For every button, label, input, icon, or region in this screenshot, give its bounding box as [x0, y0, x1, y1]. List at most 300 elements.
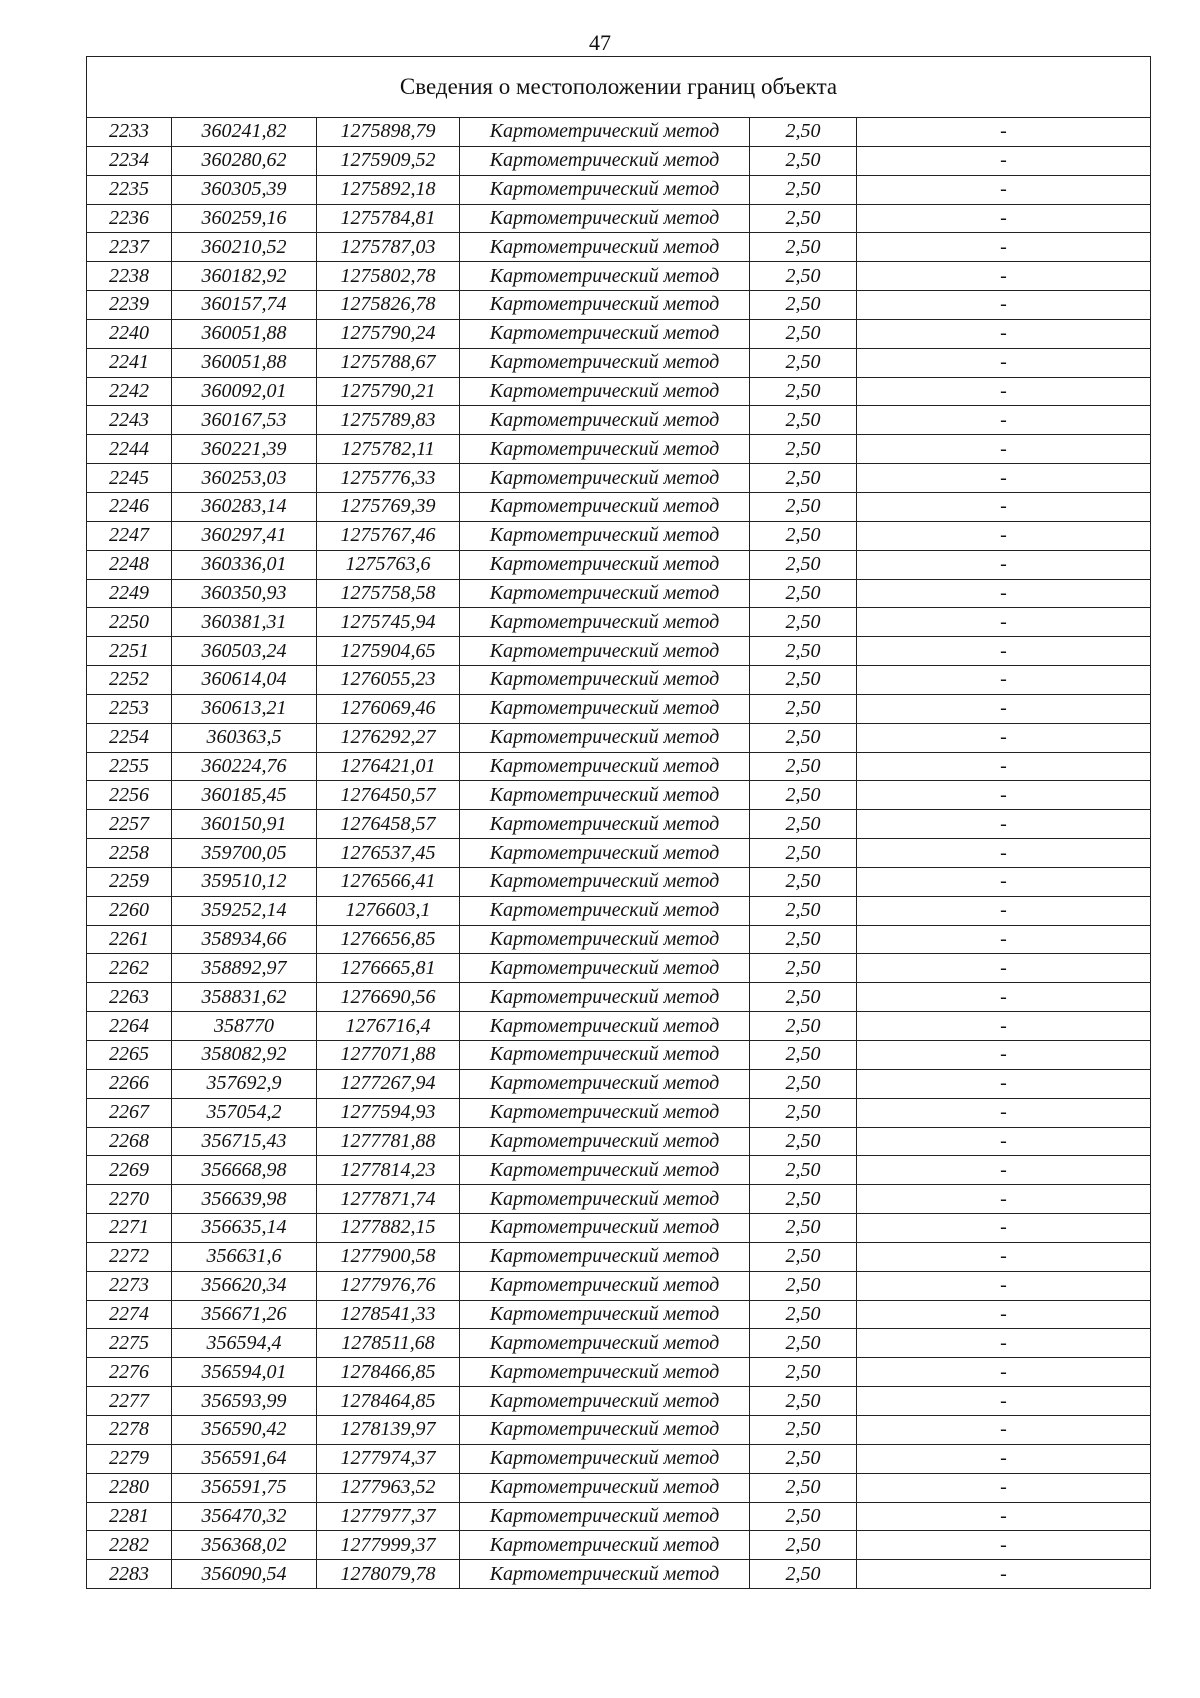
x-coordinate-cell: 360280,62	[172, 146, 317, 175]
point-number-cell: 2272	[87, 1242, 172, 1271]
point-number-cell: 2271	[87, 1214, 172, 1243]
x-coordinate-cell: 356639,98	[172, 1185, 317, 1214]
description-cell: -	[857, 262, 1151, 291]
table-row	[87, 1127, 1151, 1156]
method-cell: Картометрический метод	[460, 1069, 750, 1098]
x-coordinate-cell: 356620,34	[172, 1271, 317, 1300]
point-number-cell: 2274	[87, 1300, 172, 1329]
table-row	[87, 839, 1151, 868]
y-coordinate-cell: 1276656,85	[317, 925, 460, 954]
table-title-row	[87, 57, 1151, 118]
description-cell: -	[857, 1415, 1151, 1444]
point-number-cell: 2270	[87, 1185, 172, 1214]
accuracy-cell: 2,50	[750, 233, 857, 262]
y-coordinate-cell: 1276292,27	[317, 723, 460, 752]
y-coordinate-cell: 1277882,15	[317, 1214, 460, 1243]
point-number-cell: 2250	[87, 608, 172, 637]
y-coordinate-cell: 1275909,52	[317, 146, 460, 175]
accuracy-cell: 2,50	[750, 1560, 857, 1589]
point-number-cell: 2280	[87, 1473, 172, 1502]
accuracy-cell: 2,50	[750, 1012, 857, 1041]
y-coordinate-cell: 1276450,57	[317, 781, 460, 810]
method-cell: Картометрический метод	[460, 233, 750, 262]
x-coordinate-cell: 358770	[172, 1012, 317, 1041]
description-cell: -	[857, 1358, 1151, 1387]
table-row	[87, 118, 1151, 147]
y-coordinate-cell: 1275776,33	[317, 464, 460, 493]
table-row	[87, 666, 1151, 695]
method-cell: Картометрический метод	[460, 291, 750, 320]
x-coordinate-cell: 359510,12	[172, 867, 317, 896]
description-cell: -	[857, 1531, 1151, 1560]
x-coordinate-cell: 360283,14	[172, 492, 317, 521]
accuracy-cell: 2,50	[750, 666, 857, 695]
x-coordinate-cell: 360613,21	[172, 694, 317, 723]
x-coordinate-cell: 360363,5	[172, 723, 317, 752]
x-coordinate-cell: 356470,32	[172, 1502, 317, 1531]
accuracy-cell: 2,50	[750, 1098, 857, 1127]
x-coordinate-cell: 358082,92	[172, 1041, 317, 1070]
accuracy-cell: 2,50	[750, 348, 857, 377]
x-coordinate-cell: 356594,4	[172, 1329, 317, 1358]
method-cell: Картометрический метод	[460, 262, 750, 291]
table-row	[87, 723, 1151, 752]
table-row	[87, 521, 1151, 550]
x-coordinate-cell: 360297,41	[172, 521, 317, 550]
description-cell: -	[857, 1041, 1151, 1070]
description-cell: -	[857, 867, 1151, 896]
table-row	[87, 867, 1151, 896]
table-row	[87, 1300, 1151, 1329]
x-coordinate-cell: 356715,43	[172, 1127, 317, 1156]
point-number-cell: 2254	[87, 723, 172, 752]
accuracy-cell: 2,50	[750, 262, 857, 291]
y-coordinate-cell: 1275784,81	[317, 204, 460, 233]
accuracy-cell: 2,50	[750, 839, 857, 868]
description-cell: -	[857, 233, 1151, 262]
table-row	[87, 406, 1151, 435]
y-coordinate-cell: 1276537,45	[317, 839, 460, 868]
x-coordinate-cell: 360241,82	[172, 118, 317, 147]
x-coordinate-cell: 357054,2	[172, 1098, 317, 1127]
method-cell: Картометрический метод	[460, 579, 750, 608]
point-number-cell: 2233	[87, 118, 172, 147]
method-cell: Картометрический метод	[460, 118, 750, 147]
x-coordinate-cell: 360381,31	[172, 608, 317, 637]
table-row	[87, 146, 1151, 175]
table-row	[87, 752, 1151, 781]
table-row	[87, 1098, 1151, 1127]
method-cell: Картометрический метод	[460, 1300, 750, 1329]
table-row	[87, 608, 1151, 637]
table-row	[87, 579, 1151, 608]
point-number-cell: 2251	[87, 637, 172, 666]
description-cell: -	[857, 1069, 1151, 1098]
y-coordinate-cell: 1278079,78	[317, 1560, 460, 1589]
point-number-cell: 2237	[87, 233, 172, 262]
table-row	[87, 1069, 1151, 1098]
table-row	[87, 694, 1151, 723]
y-coordinate-cell: 1277963,52	[317, 1473, 460, 1502]
accuracy-cell: 2,50	[750, 896, 857, 925]
accuracy-cell: 2,50	[750, 1502, 857, 1531]
method-cell: Картометрический метод	[460, 521, 750, 550]
x-coordinate-cell: 360259,16	[172, 204, 317, 233]
x-coordinate-cell: 356590,42	[172, 1415, 317, 1444]
accuracy-cell: 2,50	[750, 492, 857, 521]
point-number-cell: 2239	[87, 291, 172, 320]
x-coordinate-cell: 360210,52	[172, 233, 317, 262]
accuracy-cell: 2,50	[750, 1271, 857, 1300]
method-cell: Картометрический метод	[460, 1502, 750, 1531]
method-cell: Картометрический метод	[460, 1560, 750, 1589]
x-coordinate-cell: 360614,04	[172, 666, 317, 695]
method-cell: Картометрический метод	[460, 1531, 750, 1560]
method-cell: Картометрический метод	[460, 348, 750, 377]
table-row	[87, 925, 1151, 954]
x-coordinate-cell: 360051,88	[172, 348, 317, 377]
y-coordinate-cell: 1275782,11	[317, 435, 460, 464]
point-number-cell: 2268	[87, 1127, 172, 1156]
y-coordinate-cell: 1277071,88	[317, 1041, 460, 1070]
point-number-cell: 2234	[87, 146, 172, 175]
method-cell: Картометрический метод	[460, 377, 750, 406]
accuracy-cell: 2,50	[750, 204, 857, 233]
point-number-cell: 2245	[87, 464, 172, 493]
description-cell: -	[857, 839, 1151, 868]
method-cell: Картометрический метод	[460, 435, 750, 464]
method-cell: Картометрический метод	[460, 781, 750, 810]
y-coordinate-cell: 1275763,6	[317, 550, 460, 579]
accuracy-cell: 2,50	[750, 1444, 857, 1473]
y-coordinate-cell: 1275769,39	[317, 492, 460, 521]
point-number-cell: 2276	[87, 1358, 172, 1387]
point-number-cell: 2252	[87, 666, 172, 695]
method-cell: Картометрический метод	[460, 550, 750, 579]
accuracy-cell: 2,50	[750, 1041, 857, 1070]
x-coordinate-cell: 358934,66	[172, 925, 317, 954]
table-title: Сведения о местоположении границ объекта	[87, 57, 1151, 118]
point-number-cell: 2267	[87, 1098, 172, 1127]
point-number-cell: 2256	[87, 781, 172, 810]
description-cell: -	[857, 492, 1151, 521]
x-coordinate-cell: 360350,93	[172, 579, 317, 608]
x-coordinate-cell: 356635,14	[172, 1214, 317, 1243]
table-row	[87, 954, 1151, 983]
method-cell: Картометрический метод	[460, 637, 750, 666]
description-cell: -	[857, 925, 1151, 954]
table-row	[87, 319, 1151, 348]
boundary-coordinates-table	[86, 56, 1151, 1589]
accuracy-cell: 2,50	[750, 608, 857, 637]
y-coordinate-cell: 1275802,78	[317, 262, 460, 291]
y-coordinate-cell: 1278466,85	[317, 1358, 460, 1387]
table-row	[87, 1387, 1151, 1416]
accuracy-cell: 2,50	[750, 1415, 857, 1444]
description-cell: -	[857, 1560, 1151, 1589]
point-number-cell: 2277	[87, 1387, 172, 1416]
method-cell: Картометрический метод	[460, 1387, 750, 1416]
method-cell: Картометрический метод	[460, 666, 750, 695]
accuracy-cell: 2,50	[750, 1156, 857, 1185]
description-cell: -	[857, 1012, 1151, 1041]
point-number-cell: 2264	[87, 1012, 172, 1041]
accuracy-cell: 2,50	[750, 752, 857, 781]
description-cell: -	[857, 954, 1151, 983]
x-coordinate-cell: 360150,91	[172, 810, 317, 839]
method-cell: Картометрический метод	[460, 1242, 750, 1271]
table-row	[87, 1156, 1151, 1185]
y-coordinate-cell: 1276069,46	[317, 694, 460, 723]
y-coordinate-cell: 1278464,85	[317, 1387, 460, 1416]
point-number-cell: 2281	[87, 1502, 172, 1531]
table-row	[87, 1041, 1151, 1070]
description-cell: -	[857, 1242, 1151, 1271]
table-row	[87, 550, 1151, 579]
method-cell: Картометрический метод	[460, 1185, 750, 1214]
accuracy-cell: 2,50	[750, 175, 857, 204]
y-coordinate-cell: 1276690,56	[317, 983, 460, 1012]
method-cell: Картометрический метод	[460, 896, 750, 925]
point-number-cell: 2238	[87, 262, 172, 291]
y-coordinate-cell: 1277814,23	[317, 1156, 460, 1185]
description-cell: -	[857, 1127, 1151, 1156]
description-cell: -	[857, 1214, 1151, 1243]
x-coordinate-cell: 356631,6	[172, 1242, 317, 1271]
table-row	[87, 175, 1151, 204]
x-coordinate-cell: 360051,88	[172, 319, 317, 348]
point-number-cell: 2282	[87, 1531, 172, 1560]
x-coordinate-cell: 360336,01	[172, 550, 317, 579]
method-cell: Картометрический метод	[460, 319, 750, 348]
accuracy-cell: 2,50	[750, 1214, 857, 1243]
point-number-cell: 2257	[87, 810, 172, 839]
description-cell: -	[857, 1185, 1151, 1214]
point-number-cell: 2261	[87, 925, 172, 954]
method-cell: Картометрический метод	[460, 1271, 750, 1300]
description-cell: -	[857, 175, 1151, 204]
table-row	[87, 896, 1151, 925]
x-coordinate-cell: 358892,97	[172, 954, 317, 983]
description-cell: -	[857, 291, 1151, 320]
description-cell: -	[857, 608, 1151, 637]
x-coordinate-cell: 360221,39	[172, 435, 317, 464]
table-row	[87, 1329, 1151, 1358]
y-coordinate-cell: 1277900,58	[317, 1242, 460, 1271]
method-cell: Картометрический метод	[460, 723, 750, 752]
description-cell: -	[857, 896, 1151, 925]
point-number-cell: 2275	[87, 1329, 172, 1358]
point-number-cell: 2244	[87, 435, 172, 464]
table-row	[87, 377, 1151, 406]
y-coordinate-cell: 1276665,81	[317, 954, 460, 983]
y-coordinate-cell: 1275826,78	[317, 291, 460, 320]
y-coordinate-cell: 1276421,01	[317, 752, 460, 781]
method-cell: Картометрический метод	[460, 752, 750, 781]
accuracy-cell: 2,50	[750, 377, 857, 406]
method-cell: Картометрический метод	[460, 983, 750, 1012]
accuracy-cell: 2,50	[750, 1069, 857, 1098]
table-row	[87, 464, 1151, 493]
x-coordinate-cell: 360224,76	[172, 752, 317, 781]
method-cell: Картометрический метод	[460, 1214, 750, 1243]
description-cell: -	[857, 983, 1151, 1012]
point-number-cell: 2240	[87, 319, 172, 348]
point-number-cell: 2278	[87, 1415, 172, 1444]
method-cell: Картометрический метод	[460, 694, 750, 723]
table-row	[87, 262, 1151, 291]
description-cell: -	[857, 694, 1151, 723]
accuracy-cell: 2,50	[750, 810, 857, 839]
description-cell: -	[857, 464, 1151, 493]
x-coordinate-cell: 359700,05	[172, 839, 317, 868]
method-cell: Картометрический метод	[460, 464, 750, 493]
table-row	[87, 233, 1151, 262]
y-coordinate-cell: 1277999,37	[317, 1531, 460, 1560]
point-number-cell: 2235	[87, 175, 172, 204]
point-number-cell: 2242	[87, 377, 172, 406]
description-cell: -	[857, 579, 1151, 608]
y-coordinate-cell: 1276716,4	[317, 1012, 460, 1041]
table-row	[87, 637, 1151, 666]
point-number-cell: 2279	[87, 1444, 172, 1473]
point-number-cell: 2247	[87, 521, 172, 550]
method-cell: Картометрический метод	[460, 204, 750, 233]
y-coordinate-cell: 1276603,1	[317, 896, 460, 925]
table-row	[87, 810, 1151, 839]
table-row	[87, 1214, 1151, 1243]
method-cell: Картометрический метод	[460, 492, 750, 521]
accuracy-cell: 2,50	[750, 291, 857, 320]
x-coordinate-cell: 360182,92	[172, 262, 317, 291]
method-cell: Картометрический метод	[460, 810, 750, 839]
point-number-cell: 2265	[87, 1041, 172, 1070]
accuracy-cell: 2,50	[750, 550, 857, 579]
y-coordinate-cell: 1275789,83	[317, 406, 460, 435]
accuracy-cell: 2,50	[750, 867, 857, 896]
accuracy-cell: 2,50	[750, 1242, 857, 1271]
method-cell: Картометрический метод	[460, 146, 750, 175]
description-cell: -	[857, 1098, 1151, 1127]
description-cell: -	[857, 550, 1151, 579]
x-coordinate-cell: 356671,26	[172, 1300, 317, 1329]
y-coordinate-cell: 1275904,65	[317, 637, 460, 666]
x-coordinate-cell: 360305,39	[172, 175, 317, 204]
description-cell: -	[857, 1329, 1151, 1358]
point-number-cell: 2253	[87, 694, 172, 723]
accuracy-cell: 2,50	[750, 464, 857, 493]
accuracy-cell: 2,50	[750, 1127, 857, 1156]
x-coordinate-cell: 356594,01	[172, 1358, 317, 1387]
table-row	[87, 1531, 1151, 1560]
y-coordinate-cell: 1276566,41	[317, 867, 460, 896]
y-coordinate-cell: 1277781,88	[317, 1127, 460, 1156]
y-coordinate-cell: 1277871,74	[317, 1185, 460, 1214]
accuracy-cell: 2,50	[750, 983, 857, 1012]
x-coordinate-cell: 356593,99	[172, 1387, 317, 1416]
description-cell: -	[857, 781, 1151, 810]
table-row	[87, 435, 1151, 464]
description-cell: -	[857, 752, 1151, 781]
description-cell: -	[857, 1387, 1151, 1416]
method-cell: Картометрический метод	[460, 608, 750, 637]
table-row	[87, 291, 1151, 320]
description-cell: -	[857, 146, 1151, 175]
x-coordinate-cell: 356090,54	[172, 1560, 317, 1589]
table-row	[87, 1358, 1151, 1387]
method-cell: Картометрический метод	[460, 1127, 750, 1156]
description-cell: -	[857, 637, 1151, 666]
x-coordinate-cell: 360503,24	[172, 637, 317, 666]
y-coordinate-cell: 1275767,46	[317, 521, 460, 550]
accuracy-cell: 2,50	[750, 694, 857, 723]
description-cell: -	[857, 204, 1151, 233]
accuracy-cell: 2,50	[750, 1358, 857, 1387]
description-cell: -	[857, 319, 1151, 348]
accuracy-cell: 2,50	[750, 954, 857, 983]
method-cell: Картометрический метод	[460, 1098, 750, 1127]
y-coordinate-cell: 1275898,79	[317, 118, 460, 147]
table-row	[87, 781, 1151, 810]
description-cell: -	[857, 118, 1151, 147]
accuracy-cell: 2,50	[750, 406, 857, 435]
table-row	[87, 1242, 1151, 1271]
description-cell: -	[857, 1444, 1151, 1473]
method-cell: Картометрический метод	[460, 1012, 750, 1041]
description-cell: -	[857, 723, 1151, 752]
x-coordinate-cell: 356368,02	[172, 1531, 317, 1560]
accuracy-cell: 2,50	[750, 1531, 857, 1560]
page-number: 47	[589, 30, 611, 55]
y-coordinate-cell: 1277976,76	[317, 1271, 460, 1300]
table-row	[87, 1444, 1151, 1473]
x-coordinate-cell: 359252,14	[172, 896, 317, 925]
description-cell: -	[857, 1156, 1151, 1185]
description-cell: -	[857, 666, 1151, 695]
x-coordinate-cell: 356591,64	[172, 1444, 317, 1473]
point-number-cell: 2260	[87, 896, 172, 925]
method-cell: Картометрический метод	[460, 1473, 750, 1502]
method-cell: Картометрический метод	[460, 1358, 750, 1387]
description-cell: -	[857, 1271, 1151, 1300]
point-number-cell: 2273	[87, 1271, 172, 1300]
method-cell: Картометрический метод	[460, 1041, 750, 1070]
y-coordinate-cell: 1275745,94	[317, 608, 460, 637]
y-coordinate-cell: 1278139,97	[317, 1415, 460, 1444]
table-row	[87, 1502, 1151, 1531]
x-coordinate-cell: 360167,53	[172, 406, 317, 435]
y-coordinate-cell: 1275758,58	[317, 579, 460, 608]
y-coordinate-cell: 1277974,37	[317, 1444, 460, 1473]
y-coordinate-cell: 1277594,93	[317, 1098, 460, 1127]
accuracy-cell: 2,50	[750, 637, 857, 666]
accuracy-cell: 2,50	[750, 723, 857, 752]
x-coordinate-cell: 360253,03	[172, 464, 317, 493]
y-coordinate-cell: 1275788,67	[317, 348, 460, 377]
accuracy-cell: 2,50	[750, 1387, 857, 1416]
y-coordinate-cell: 1276458,57	[317, 810, 460, 839]
point-number-cell: 2258	[87, 839, 172, 868]
description-cell: -	[857, 1502, 1151, 1531]
point-number-cell: 2255	[87, 752, 172, 781]
point-number-cell: 2246	[87, 492, 172, 521]
point-number-cell: 2236	[87, 204, 172, 233]
x-coordinate-cell: 358831,62	[172, 983, 317, 1012]
point-number-cell: 2266	[87, 1069, 172, 1098]
y-coordinate-cell: 1275790,21	[317, 377, 460, 406]
point-number-cell: 2248	[87, 550, 172, 579]
description-cell: -	[857, 1300, 1151, 1329]
